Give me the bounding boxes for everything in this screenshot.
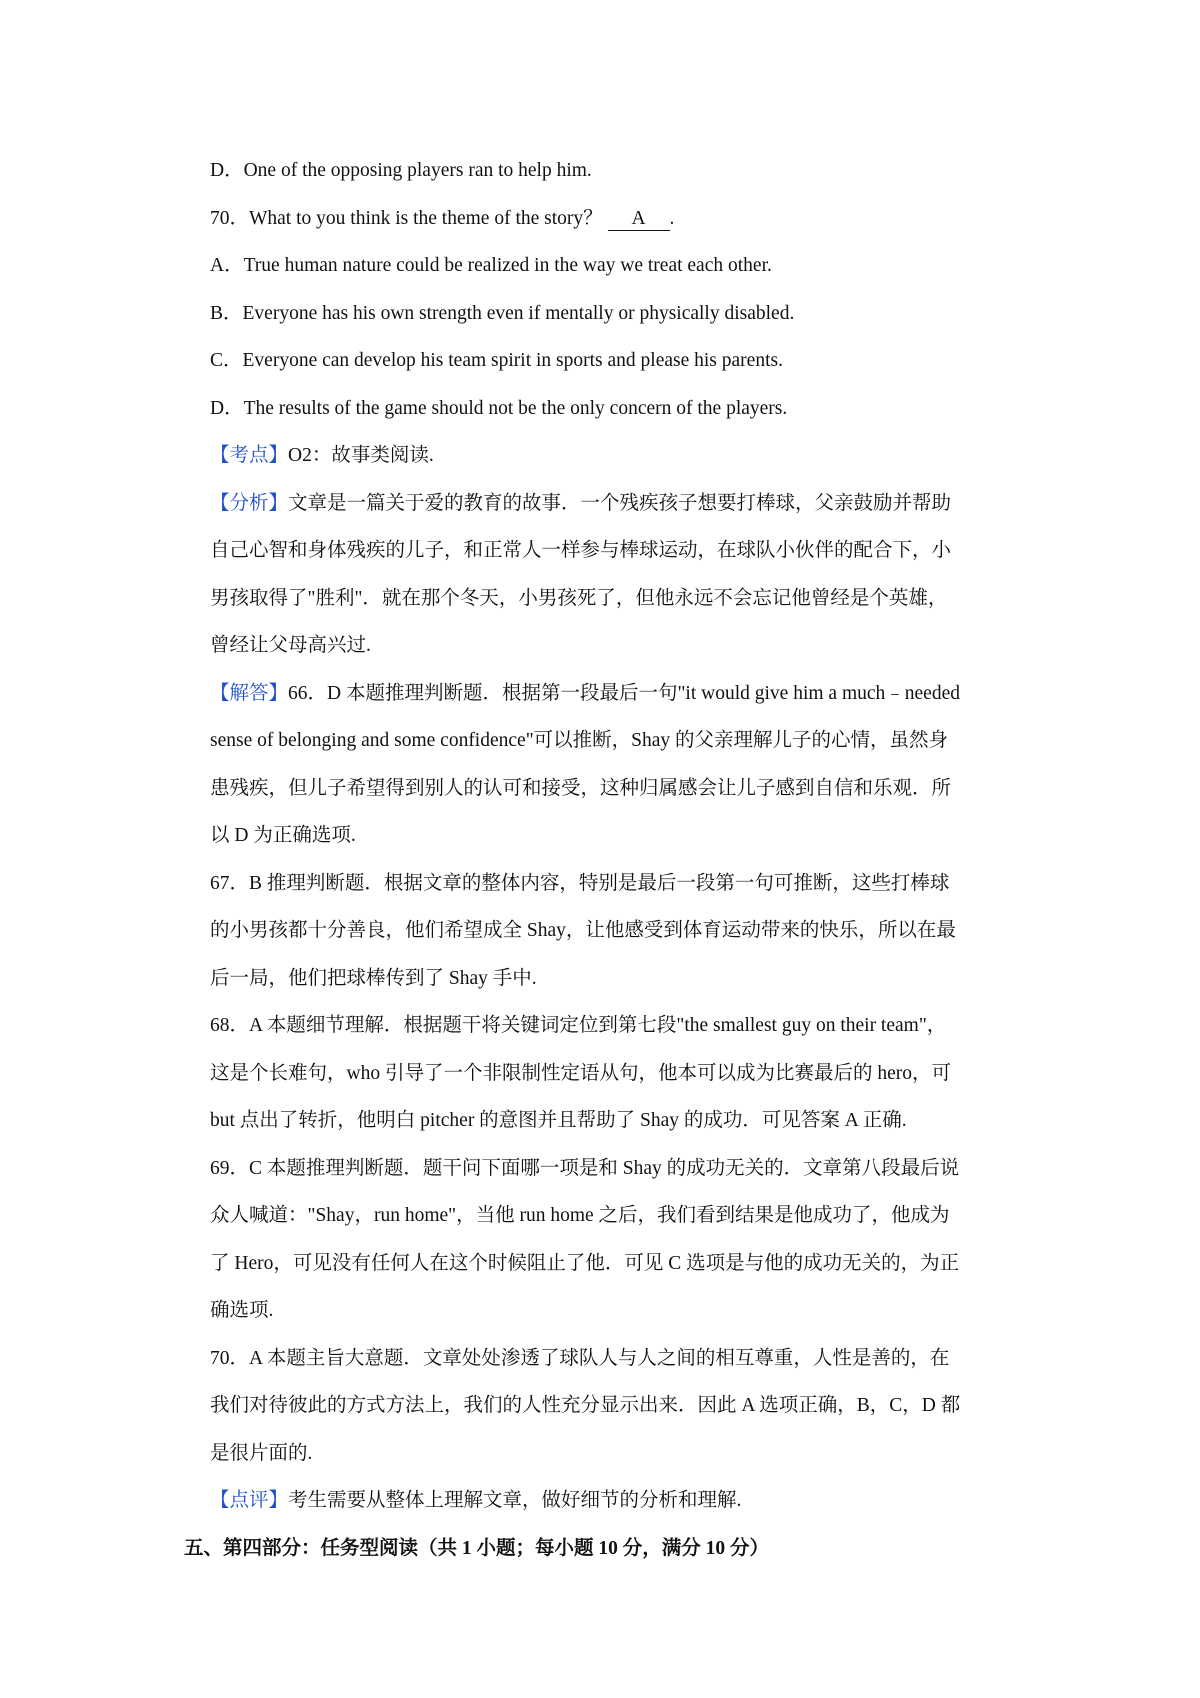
jieda-line-14: 确选项. — [210, 1300, 274, 1321]
q70-option-d: D．The results of the game should not be the only concern of the players. — [210, 398, 788, 419]
q70-stem — [210, 206, 1030, 232]
q70-answer-blank: A — [608, 208, 670, 231]
dianping-paragraph — [210, 1488, 1030, 1514]
fenxi-text-1: 文章是一篇关于爱的教育的故事．一个残疾孩子想要打棒球，父亲鼓励并帮助 — [288, 493, 952, 514]
section-heading: 五、第四部分：任务型阅读（共 1 小题；每小题 10 分，满分 10 分） — [184, 1538, 770, 1559]
jieda-line-15: 70．A 本题主旨大意题．文章处处渗透了球队人与人之间的相互尊重，人性是善的，在 — [210, 1348, 950, 1369]
jieda-line-2: sense of belonging and some confidence"可以推断，Shay 的父亲理解儿子的心情，虽然身 — [210, 730, 949, 751]
jieda-line-4: 以 D 为正确选项. — [210, 825, 356, 846]
q70-option-b: B．Everyone has his own strength even if mentally or physically disabled. — [210, 303, 795, 324]
jieda-line-5: 67．B 推理判断题．根据文章的整体内容，特别是最后一段第一句可推断，这些打棒球 — [210, 873, 950, 894]
jieda-line-17: 是很片面的. — [210, 1443, 313, 1464]
dianping-tag: 【点评】 — [210, 1490, 289, 1511]
q69-option-d: D．One of the opposing players ran to help him. — [210, 160, 592, 181]
kaodian-paragraph — [210, 443, 1030, 469]
q70-option-c: C．Everyone can develop his team spirit in sports and please his parents. — [210, 350, 783, 371]
jieda-line-11: 69．C 本题推理判断题．题干问下面哪一项是和 Shay 的成功无关的．文章第八段最后说 — [210, 1158, 960, 1179]
jieda-line-3: 患残疾，但儿子希望得到别人的认可和接受，这种归属感会让儿子感到自信和乐观．所 — [210, 778, 952, 799]
fenxi-tag: 【分析】 — [210, 493, 289, 514]
jieda-line-16: 我们对待彼此的方式方法上，我们的人性充分显示出来．因此 A 选项正确，B，C，D 都 — [210, 1395, 961, 1416]
kaodian-tag: 【考点】 — [210, 445, 289, 466]
jieda-line-12: 众人喊道："Shay，run home"，当他 run home 之后，我们看到结果是他成功了，他成为 — [210, 1205, 950, 1226]
jieda-line-7: 后一局，他们把球棒传到了 Shay 手中. — [210, 968, 537, 989]
jieda-tag: 【解答】 — [210, 683, 289, 704]
jieda-line-9: 这是个长难句，who 引导了一个非限制性定语从句，他本可以成为比赛最后的 hero，可 — [210, 1063, 951, 1084]
fenxi-line-2: 自己心智和身体残疾的儿子，和正常人一样参与棒球运动，在球队小伙伴的配合下，小 — [210, 540, 952, 561]
fenxi-line-1 — [210, 491, 1030, 517]
dianping-text: 考生需要从整体上理解文章，做好细节的分析和理解. — [288, 1490, 742, 1511]
q70-option-a: A．True human nature could be realized in the way we treat each other. — [210, 255, 772, 276]
jieda-line-1 — [210, 681, 1030, 707]
jieda-line-13: 了 Hero，可见没有任何人在这个时候阻止了他．可见 C 选项是与他的成功无关的，为正 — [210, 1253, 960, 1274]
jieda-line-10: but 点出了转折，他明白 pitcher 的意图并且帮助了 Shay 的成功．可见答案 A 正确. — [210, 1110, 907, 1131]
q70-stem-text: 70．What to you think is the theme of the story？ — [210, 208, 603, 229]
jieda-line-8: 68．A 本题细节理解．根据题干将关键词定位到第七段"the smallest guy on their team"， — [210, 1015, 947, 1036]
fenxi-line-3: 男孩取得了"胜利"．就在那个冬天，小男孩死了，但他永远不会忘记他曾经是个英雄， — [210, 588, 948, 609]
fenxi-line-4: 曾经让父母高兴过. — [210, 635, 371, 656]
jieda-text-1: 66．D 本题推理判断题．根据第一段最后一句"it would give him a much﹣needed — [288, 683, 960, 704]
jieda-line-6: 的小男孩都十分善良，他们希望成全 Shay，让他感受到体育运动带来的快乐，所以在最 — [210, 920, 956, 941]
kaodian-text: O2：故事类阅读. — [288, 445, 434, 466]
q70-stem-end: . — [669, 208, 675, 229]
